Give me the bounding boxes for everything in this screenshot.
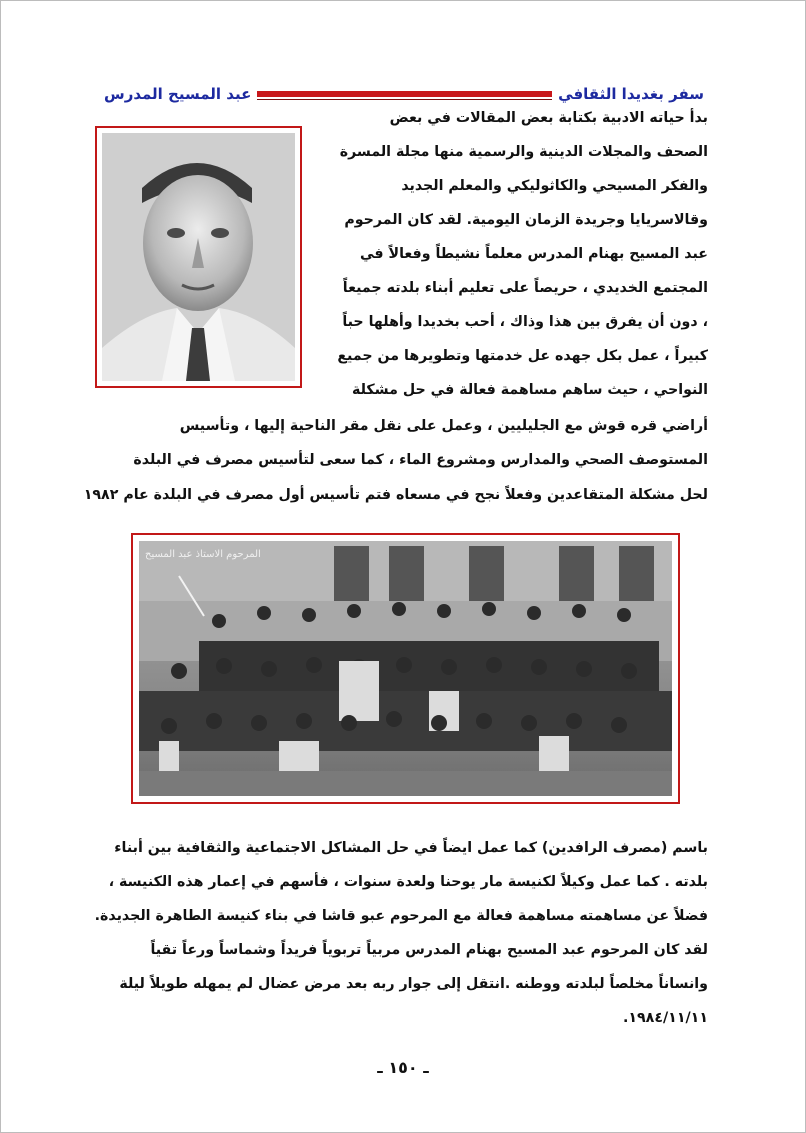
text-line: عبد المسيح بهنام المدرس معلماً نشيطاً وفعالاً في — [359, 246, 708, 262]
group-photo-illustration — [139, 541, 672, 796]
text-line: بدأ حياته الادبية بكتابة بعض المقالات في بعض — [389, 110, 708, 126]
portrait-image — [102, 133, 295, 381]
group-photo — [131, 533, 680, 804]
text-line: ، دون أن يفرق بين هذا وذاك ، أحب بخديدا وأهلها حباً — [342, 314, 708, 330]
text-line: الصحف والمجلات الدينية والرسمية منها مجلة المسرة — [339, 144, 708, 160]
page-number: ـ ١٥٠ ـ — [377, 1058, 429, 1077]
text-line: كبيراً ، عمل بكل جهده عل خدمتها وتطويرها من جميع — [337, 348, 708, 364]
group-photo-image — [139, 541, 672, 796]
text-line: وانساناً مخلصاً لبلدته ووطنه .انتقل إلى جوار ربه بعد مرض عضال لم يمهله طويلاً ليلة — [119, 976, 708, 992]
text-line: المستوصف الصحي والمدارس ومشروع الماء ، كما سعى لتأسيس مصرف في البلدة — [133, 452, 708, 468]
text-line: أراضي قره قوش مع الجليليين ، وعمل على نقل مقر الناحية إليها ، وتأسيس — [179, 418, 708, 434]
text-line: وقالاسريايا وجريدة الزمان اليومية. لقد كان المرحوم — [344, 212, 708, 228]
text-line: لحل مشكلة المتقاعدين وفعلاً نجح في مسعاه فتم تأسيس أول مصرف في البلدة عام ١٩٨٢ — [83, 487, 708, 503]
portrait-illustration — [102, 133, 295, 381]
header-subject-name: عبد المسيح المدرس — [98, 84, 257, 104]
text-line: باسم (مصرف الرافدين) كما عمل ايضاً في حل المشاكل الاجتماعية والثقافية بين أبناء — [114, 840, 708, 856]
photo-caption: المرحوم الاستاذ عبد المسيح — [145, 549, 261, 560]
text-line: النواحي ، حيث ساهم مساهمة فعالة في حل مشكلة — [352, 382, 708, 398]
portrait-photo — [95, 126, 302, 388]
header-book-title: سفر بغديدا الثقافي — [552, 84, 710, 104]
text-line: بلدته . كما عمل وكيلاً لكنيسة مار يوحنا ولعدة سنوات ، فأسهم في إعمار هذه الكنيسة ، — [108, 874, 708, 890]
text-line: ١٩٨٤/١١/١١. — [622, 1010, 708, 1026]
text-line: المجتمع الخديدي ، حريصاً على تعليم أبناء بلدته جميعاً — [342, 280, 708, 296]
text-line: والفكر المسيحي والكاثوليكي والمعلم الجديد — [401, 178, 708, 194]
running-header — [98, 84, 710, 106]
text-line: فضلاً عن مساهمته مساهمة فعالة مع المرحوم عبو قاشا في بناء كنيسة الطاهرة الجديدة. — [94, 908, 708, 924]
text-line: لقد كان المرحوم عبد المسيح بهنام المدرس مربياً تربوياً فريداً وشماساً ورعاً تقياً — [150, 942, 708, 958]
